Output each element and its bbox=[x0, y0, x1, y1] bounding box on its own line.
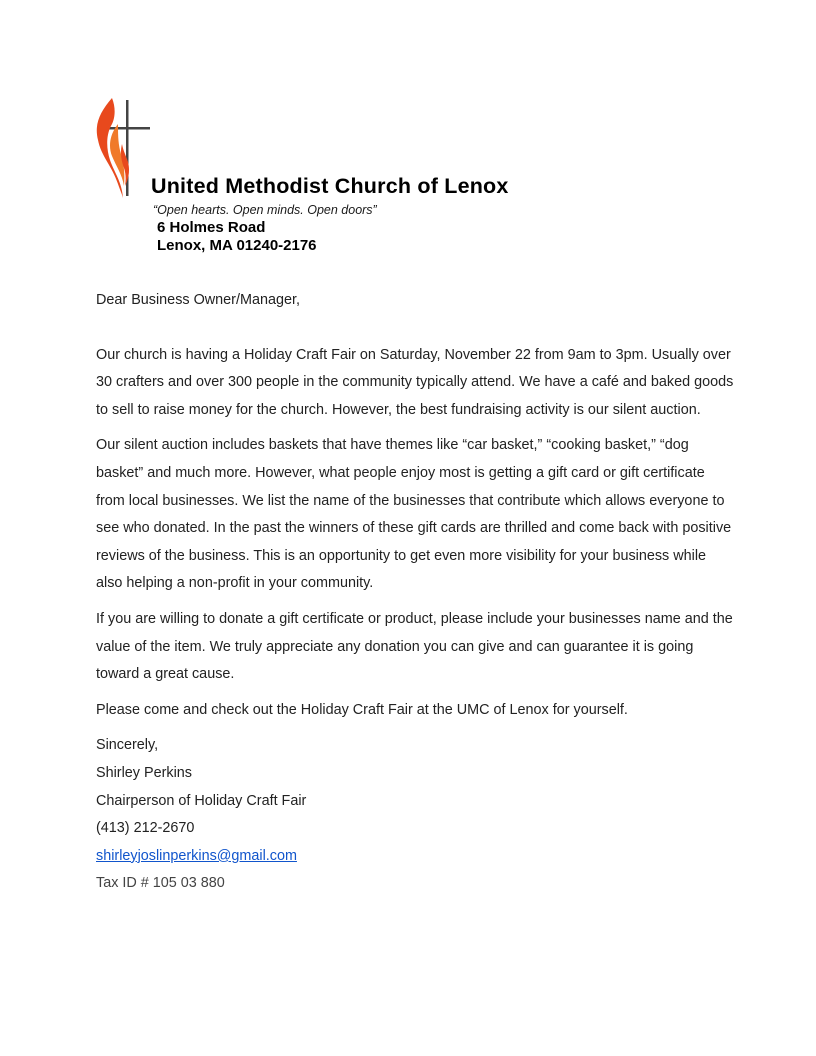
paragraph-1: Our church is having a Holiday Craft Fair on Saturday, November 22 from 9am to 3pm. Usually over 30 crafters and over 300 people in the community typically attend. We have a café and baked goods to sell to raise money for the church. However, the best fundraising activity is our silent auction. bbox=[96, 346, 734, 418]
paragraph-3: If you are willing to donate a gift certificate or product, please include your businesses name and the value of the item. We truly appreciate any donation you can give and can guarantee it is going toward a great cause. bbox=[96, 610, 733, 683]
signer-title: Chairperson of Holiday Craft Fair bbox=[96, 792, 307, 809]
closing: Sincerely, bbox=[96, 737, 159, 754]
cross-and-flame-icon bbox=[92, 94, 152, 198]
email-link[interactable]: shirleyjoslinperkins@gmail.com bbox=[96, 847, 297, 864]
paragraph-2: Our silent auction includes baskets that have themes like “car basket,” “cooking basket,” “dog basket” and much more. However, what people enjoy most is getting a gift card or gift certificate from local businesses. We list the name of the businesses that contribute which allows everyone to see who donated. In the past the winners of these gift cards are thrilled and come back with positive reviews of the business. This is an opportunity to get even more visibility for your business while also helping a non-profit in your community. bbox=[96, 437, 732, 592]
organization-name: United Methodist Church of Lenox bbox=[151, 174, 509, 198]
letter-body bbox=[96, 287, 736, 898]
signer-name: Shirley Perkins bbox=[96, 764, 192, 781]
tax-id: Tax ID # 105 03 880 bbox=[96, 875, 225, 892]
paragraph-4: Please come and check out the Holiday Craft Fair at the UMC of Lenox for yourself. bbox=[96, 701, 628, 718]
motto: “Open hearts. Open minds. Open doors” bbox=[153, 203, 377, 217]
address-line-1: 6 Holmes Road bbox=[157, 219, 266, 236]
greeting: Dear Business Owner/Manager, bbox=[96, 292, 300, 308]
address-line-2: Lenox, MA 01240-2176 bbox=[157, 237, 317, 254]
phone-number: (413) 212-2670 bbox=[96, 820, 195, 837]
